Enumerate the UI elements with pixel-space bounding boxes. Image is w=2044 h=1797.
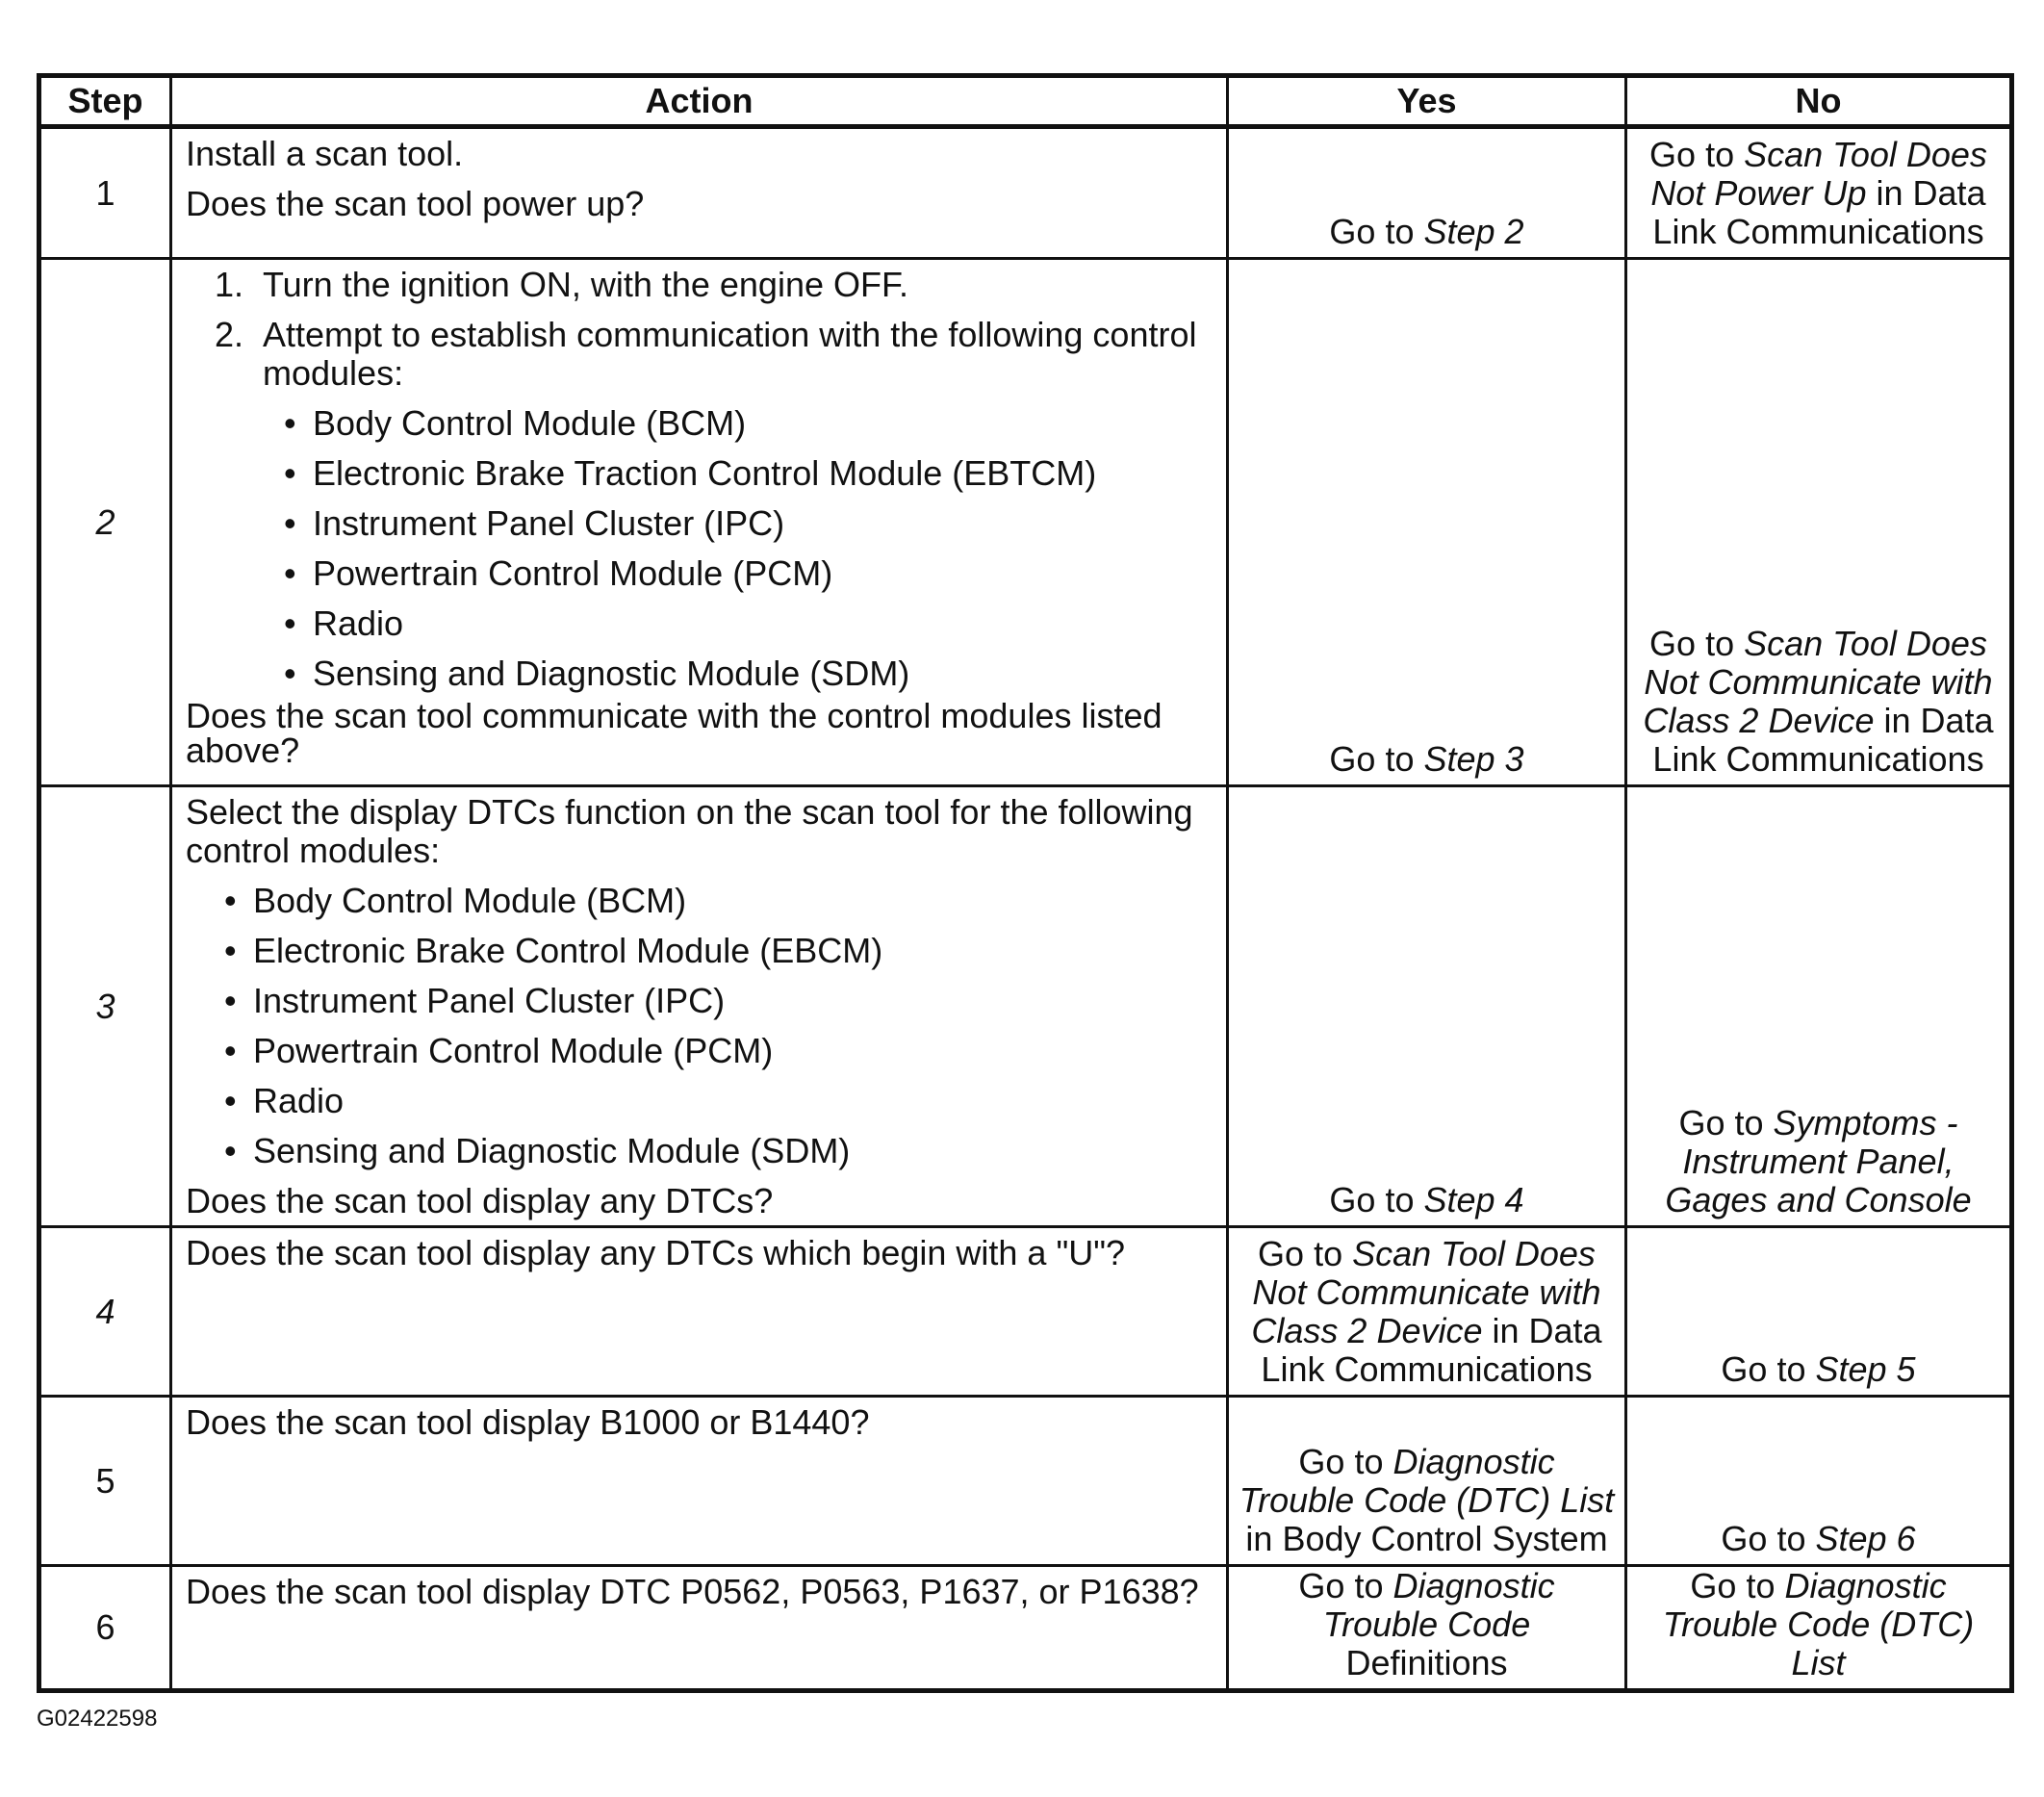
yes-cell: [1228, 127, 1626, 259]
no-prefix: Go to: [1649, 135, 1745, 174]
yes-prefix: Go to: [1329, 1180, 1424, 1219]
list-item: • Radio: [313, 604, 1213, 643]
yes-cell: [1228, 1566, 1626, 1691]
action-intro: Select the display DTCs function on the scan tool for the following control modules:: [186, 792, 1193, 870]
step-number: 6: [39, 1566, 171, 1691]
no-prefix: Go to: [1649, 624, 1745, 663]
yes-link[interactable]: Diagnostic Trouble Code: [1322, 1566, 1555, 1644]
header-yes: Yes: [1228, 76, 1626, 127]
no-link[interactable]: Symptoms - Instrument Panel, Gages and Console: [1665, 1103, 1972, 1219]
no-cell: [1626, 127, 2012, 259]
no-prefix: Go to: [1690, 1566, 1785, 1605]
list-item: • Electronic Brake Control Module (EBCM): [253, 932, 1213, 970]
yes-prefix: Go to: [1329, 739, 1424, 779]
action-cell: [171, 786, 1228, 1227]
list-item: [186, 316, 1213, 693]
no-prefix: Go to: [1678, 1103, 1774, 1142]
action-cell: [171, 127, 1228, 259]
image-code: G02422598: [37, 1706, 158, 1732]
action-question: Does the scan tool display DTC P0562, P0563, P1637, or P1638?: [186, 1572, 1199, 1611]
yes-cell: [1228, 259, 1626, 786]
list-item: • Sensing and Diagnostic Module (SDM): [253, 1132, 1213, 1170]
no-link[interactable]: Scan Tool Does Not Communicate with Class 2 Device: [1643, 624, 1993, 740]
list-text: Turn the ignition ON, with the engine OFF.: [263, 265, 908, 304]
list-item: • Sensing and Diagnostic Module (SDM): [313, 655, 1213, 693]
list-number: 2.: [215, 315, 244, 354]
header-row: [39, 76, 2012, 127]
no-suffix: in Data Link Communications: [1652, 173, 1986, 251]
no-suffix: in Data Link Communications: [1652, 701, 1994, 779]
action-cell: [171, 1566, 1228, 1691]
list-number: 1.: [215, 265, 244, 304]
step-number: 2: [39, 259, 171, 786]
list-item: • Instrument Panel Cluster (IPC): [253, 982, 1213, 1020]
step-number: 3: [39, 786, 171, 1227]
yes-suffix: Definitions: [1345, 1643, 1508, 1682]
list-item: • Body Control Module (BCM): [253, 882, 1213, 920]
yes-cell: [1228, 786, 1626, 1227]
action-cell: [171, 259, 1228, 786]
yes-prefix: Go to: [1329, 212, 1424, 251]
yes-suffix: in Data Link Communications: [1261, 1311, 1602, 1389]
numbered-list: [186, 266, 1213, 693]
action-cell: [171, 1227, 1228, 1397]
table-row-step-6: [39, 1566, 2012, 1691]
table-row-step-4: [39, 1227, 2012, 1397]
action-line: Install a scan tool.: [186, 134, 464, 173]
no-cell: [1626, 1227, 2012, 1397]
list-item: • Powertrain Control Module (PCM): [253, 1032, 1213, 1070]
no-prefix: Go to: [1721, 1519, 1816, 1558]
step-number: 5: [39, 1397, 171, 1566]
yes-link[interactable]: Step 3: [1423, 739, 1524, 779]
header-no: No: [1626, 76, 2012, 127]
action-question: Does the scan tool power up?: [186, 184, 645, 223]
table-row-step-5: [39, 1397, 2012, 1566]
list-item: [186, 266, 1213, 304]
list-text: Attempt to establish communication with the following control modules:: [263, 315, 1197, 393]
action-question: Does the scan tool display any DTCs?: [186, 1181, 774, 1220]
yes-cell: [1228, 1227, 1626, 1397]
table-row-step-3: [39, 786, 2012, 1227]
yes-link[interactable]: Scan Tool Does Not Communicate with Class 2 Device: [1251, 1234, 1601, 1350]
header-step: Step: [39, 76, 171, 127]
no-link[interactable]: Step 5: [1815, 1349, 1916, 1389]
no-cell: [1626, 786, 2012, 1227]
action-cell: [171, 1397, 1228, 1566]
no-cell: [1626, 259, 2012, 786]
yes-suffix: in Body Control System: [1245, 1519, 1608, 1558]
yes-cell: [1228, 1397, 1626, 1566]
step-number: 1: [39, 127, 171, 259]
list-item: • Radio: [253, 1082, 1213, 1120]
list-item: • Powertrain Control Module (PCM): [313, 554, 1213, 593]
table-row-step-2: [39, 259, 2012, 786]
header-action: Action: [171, 76, 1228, 127]
no-link[interactable]: Step 6: [1815, 1519, 1916, 1558]
no-cell: [1626, 1566, 2012, 1691]
yes-prefix: Go to: [1298, 1566, 1393, 1605]
no-prefix: Go to: [1721, 1349, 1816, 1389]
action-question: Does the scan tool display any DTCs which begin with a "U"?: [186, 1233, 1126, 1272]
yes-prefix: Go to: [1258, 1234, 1353, 1273]
yes-link[interactable]: Diagnostic Trouble Code (DTC) List: [1239, 1442, 1615, 1520]
list-item: • Electronic Brake Traction Control Module (EBTCM): [313, 454, 1213, 493]
no-link[interactable]: Diagnostic Trouble Code (DTC) List: [1662, 1566, 1975, 1682]
yes-link[interactable]: Step 4: [1423, 1180, 1524, 1219]
diagnostic-table: [37, 73, 2014, 1693]
yes-link[interactable]: Step 2: [1423, 212, 1524, 251]
no-cell: [1626, 1397, 2012, 1566]
yes-prefix: Go to: [1298, 1442, 1393, 1481]
step-number: 4: [39, 1227, 171, 1397]
module-list: [313, 404, 1213, 693]
list-item: • Instrument Panel Cluster (IPC): [313, 504, 1213, 543]
no-link[interactable]: Scan Tool Does Not Power Up: [1650, 135, 1987, 213]
action-question: Does the scan tool communicate with the control modules listed above?: [186, 696, 1163, 770]
table-row-step-1: [39, 127, 2012, 259]
action-question: Does the scan tool display B1000 or B1440?: [186, 1402, 870, 1442]
list-item: • Body Control Module (BCM): [313, 404, 1213, 443]
module-list: [253, 882, 1213, 1170]
